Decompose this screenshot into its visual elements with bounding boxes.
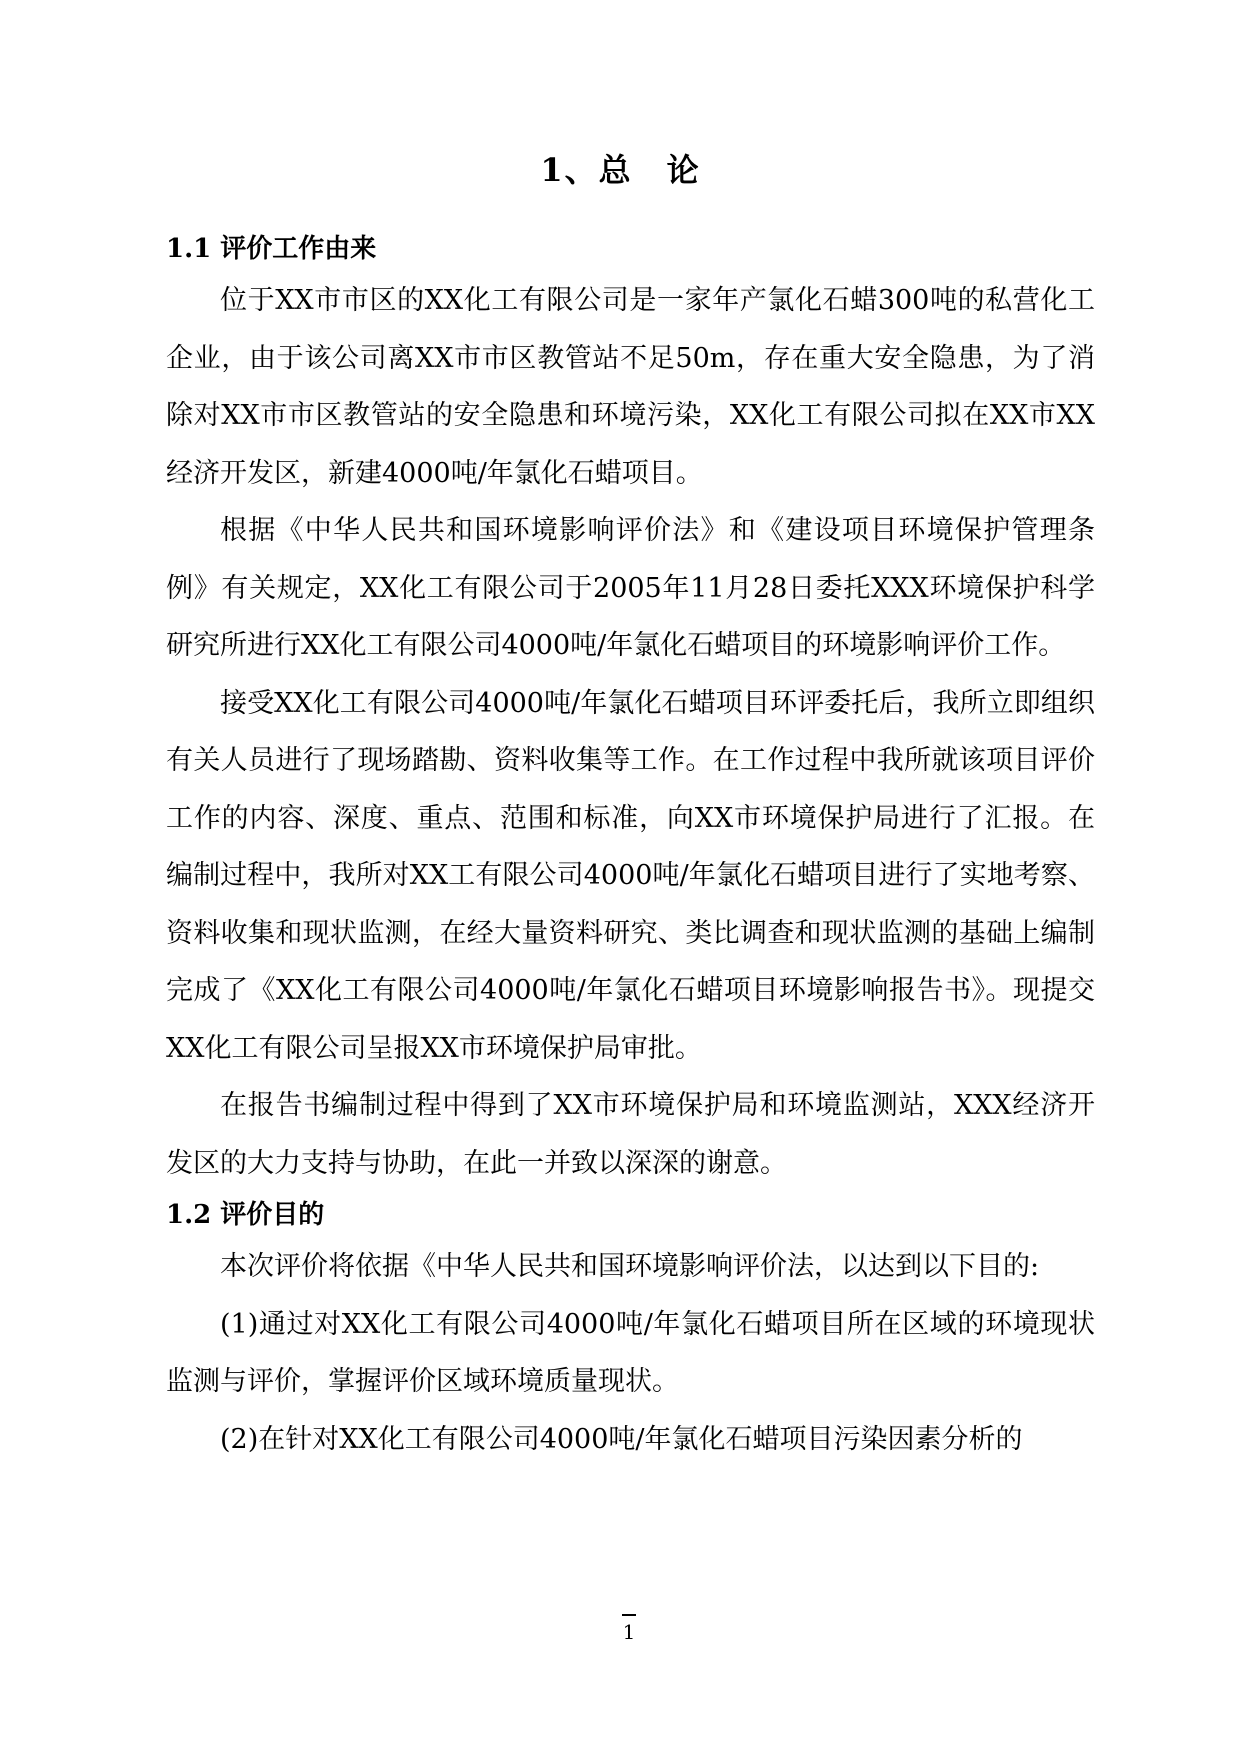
document-body [166, 226, 1095, 1468]
section-heading-1-1: 1.1 评价工作由来 [166, 234, 377, 264]
paragraph: (2)在针对XX化工有限公司4000吨/年氯化石蜡项目污染因素分析的 [220, 1423, 1023, 1455]
paragraph: 本次评价将依据《中华人民共和国环境影响评价法，以达到以下目的: [220, 1251, 1040, 1282]
paragraph: 根据《中华人民共和国环境影响评价法》和《建设项目环境保护管理条例》有关规定，XX化工有限公司于2005年11月28日委托XXX环境保护科学研究所进行XX化工有限公司4000吨/年氯化石蜡项目的环境影响评价工作。 [166, 515, 1095, 661]
section-heading-1-2: 1.2 评价目的 [166, 1200, 325, 1230]
chapter-title: 1、总 论 [540, 151, 701, 189]
page-number-rule [622, 1614, 636, 1616]
paragraph: 在报告书编制过程中得到了XX市环境保护局和环境监测站，XXX经济开发区的大力支持与协助，在此一并致以深深的谢意。 [166, 1090, 1095, 1179]
paragraph: 接受XX化工有限公司4000吨/年氯化石蜡项目环评委托后，我所立即组织有关人员进行了现场踏勘、资料收集等工作。在工作过程中我所就该项目评价工作的内容、深度、重点、范围和标准，向XX市环境保护局进行了汇报。在编制过程中，我所对XX工有限公司4000吨/年氯化石蜡项目进行了实地考察、资料收集和现状监测，在经大量资料研究、类比调查和现状监测的基础上编制完成了《XX化工有限公司4000吨/年氯化石蜡项目环境影响报告书》。现提交XX化工有限公司呈报XX市环境保护局审批。 [166, 687, 1095, 1064]
paragraph: 位于XX市市区的XX化工有限公司是一家年产氯化石蜡300吨的私营化工企业，由于该公司离XX市市区教管站不足50m，存在重大安全隐患，为了消除对XX市市区教管站的安全隐患和环境污染，XX化工有限公司拟在XX市XX经济开发区，新建4000吨/年氯化石蜡项目。 [166, 285, 1095, 489]
paragraph: (1)通过对XX化工有限公司4000吨/年氯化石蜡项目所在区域的环境现状监测与评价，掌握评价区域环境质量现状。 [166, 1308, 1095, 1397]
page-number: 1 [622, 1620, 636, 1644]
